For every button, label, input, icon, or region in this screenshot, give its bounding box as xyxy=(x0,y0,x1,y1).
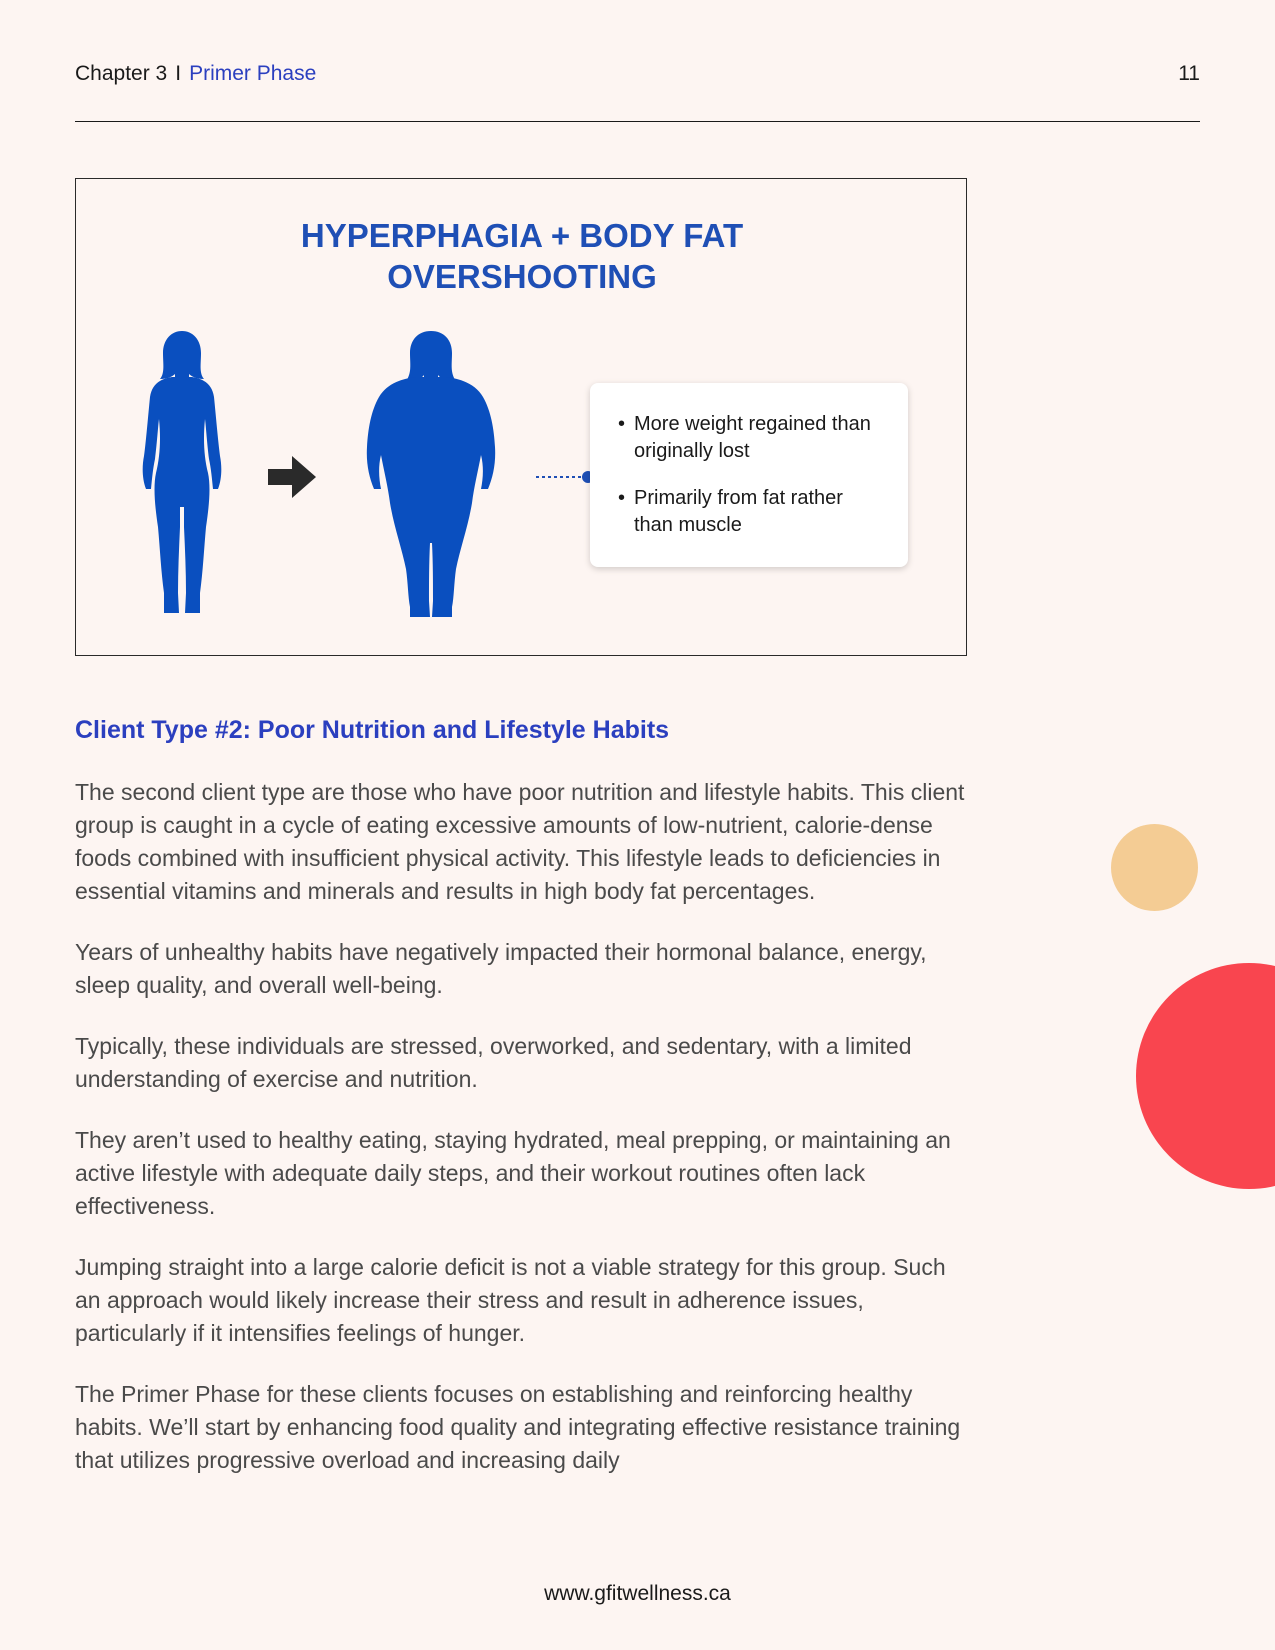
chapter-label: Chapter 3 xyxy=(75,62,168,85)
note-item: • More weight regained than originally lost xyxy=(618,411,884,465)
note-list xyxy=(618,411,884,539)
paragraph: They aren’t used to healthy eating, staying hydrated, meal prepping, or maintaining an active lifestyle with adequate daily steps, and their workout routines often lack effectiveness. xyxy=(75,1127,951,1219)
thin-woman-silhouette-icon xyxy=(142,331,222,621)
note-card xyxy=(590,383,908,567)
right-arrow-icon xyxy=(268,456,316,498)
hyperphagia-figure xyxy=(75,178,967,656)
connector-line xyxy=(536,467,596,487)
figure-title-line2: OVERSHOOTING xyxy=(387,258,657,295)
chapter-header xyxy=(75,62,316,86)
paragraph: The Primer Phase for these clients focuses on establishing and reinforcing healthy habits. We’ll start by enhancing food quality and integrating effective resistance training that utilizes progressive overload and increasing daily xyxy=(75,1381,961,1473)
paragraph: Years of unhealthy habits have negatively impacted their hormonal balance, energy, sleep quality, and overall well-being. xyxy=(75,939,927,998)
heavy-woman-silhouette-icon xyxy=(366,331,496,621)
figure-title xyxy=(76,215,968,297)
header-divider xyxy=(75,121,1200,122)
section-heading: Client Type #2: Poor Nutrition and Lifestyle Habits xyxy=(75,716,670,744)
paragraph: Typically, these individuals are stressed, overworked, and sedentary, with a limited understanding of exercise and nutrition. xyxy=(75,1033,912,1092)
footer-url[interactable]: www.gfitwellness.ca xyxy=(544,1582,731,1605)
paragraph: Jumping straight into a large calorie deficit is not a viable strategy for this group. Such an approach would likely increase their stress and result in adherence issues, particularly if it intensifies feelings of hunger. xyxy=(75,1254,946,1346)
chapter-separator: I xyxy=(175,62,182,85)
body-text xyxy=(75,776,975,1505)
decorative-red-circle xyxy=(1136,963,1275,1189)
phase-label: Primer Phase xyxy=(189,62,317,85)
paragraph: The second client type are those who have poor nutrition and lifestyle habits. This client group is caught in a cycle of eating excessive amounts of low-nutrient, calorie-dense foods combined with insufficient physical activity. This lifestyle leads to deficiencies in essential vitamins and minerals and results in high body fat percentages. xyxy=(75,779,965,904)
page-number: 11 xyxy=(1178,62,1200,85)
decorative-orange-circle xyxy=(1111,824,1198,911)
figure-title-line1: HYPERPHAGIA + BODY FAT xyxy=(300,217,744,254)
note-item: • Primarily from fat rather than muscle xyxy=(618,485,884,539)
